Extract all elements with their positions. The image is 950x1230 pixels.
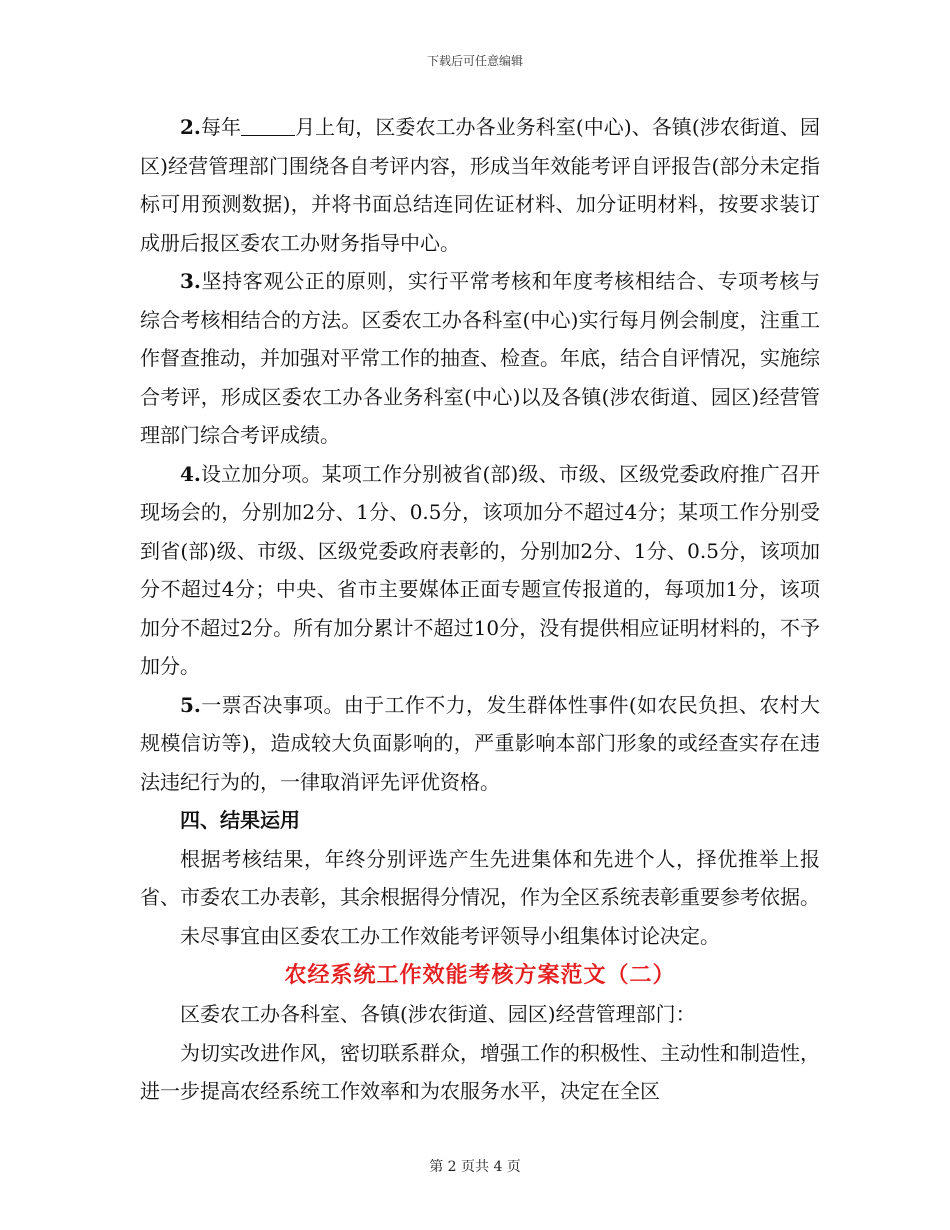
paragraph-text: 每年 [200,115,242,139]
document-title-2: 农经系统工作效能考核方案范文（二） [284,962,676,988]
paragraph-text: 坚持客观公正的原则，实行平常考核和年度考核相结合、专项考核与综合考核相结合的方法。区委农工办各科室(中心)实行每月例会制度，注重工作督查推动，并加强对平常工作的抽查、检查。年底，结合自评情况，实施综合考评，形成区委农工办各业务科室(中心)以及各镇(涉农街道、园区)经营管理部门综合考评成绩。 [140,269,820,447]
paragraph-item-4 [140,455,820,686]
section-heading-results: 四、结果运用 [180,808,300,832]
document-body [140,108,820,1111]
fill-in-blank [241,117,295,136]
paragraph-item-3 [140,262,820,455]
addressee-line: 区委农工办各科室、各镇(涉农街道、园区)经营管理部门： [180,1002,696,1026]
item-number: 4. [180,461,201,486]
paragraph-results: 根据考核结果，年终分别评选产生先进集体和先进个人，择优推举上报省、市委农工办表彰，其余根据得分情况，作为全区系统表彰重要参考依据。 [140,846,820,909]
page-header: 下载后可任意编辑 [426,54,523,68]
paragraph-text: 设立加分项。某项工作分别被省(部)级、市级、区级党委政府推广召开现场会的，分别加2分、1分、0.5分，该项加分不超过4分；某项工作分别受到省(部)级、市级、区级党委政府表彰的，分别加2分、1分、0.5分，该项加分不超过4分；中央、省市主要媒体正面专题宣传报道的，每项加1分，该项加分不超过2分。所有加分累计不超过10分，没有提供相应证明材料的，不予加分。 [140,461,820,678]
paragraph-intro: 为切实改进作风，密切联系群众，增强工作的积极性、主动性和制造性，进一步提高农经系统工作效率和为农服务水平，决定在全区 [140,1040,820,1103]
paragraph-text: 一票否决事项。由于工作不力，发生群体性事件(如农民负担、农村大规模信访等)，造成较大负面影响的，严重影响本部门形象的或经查实存在违法违纪行为的，一律取消评先评优资格。 [140,692,820,794]
item-number: 3. [180,269,201,293]
paragraph-item-2 [140,108,820,262]
paragraph-text: 月上旬，区委农工办各业务科室(中心)、各镇(涉农街道、园区)经营管理部门围绕各自考评内容，形成当年效能考评自评报告(部分未定指标可用预测数据)，并将书面总结连同佐证材料、加分证明材料，按要求装订成册后报区委农工办财务指导中心。 [140,115,820,255]
paragraph-misc: 未尽事宜由区委农工办工作效能考评领导小组集体讨论决定。 [180,923,720,948]
page-footer: 第 2 页共 4 页 [429,1159,521,1175]
item-number: 2. [180,115,201,139]
paragraph-item-5 [140,686,820,802]
item-number: 5. [180,692,201,717]
